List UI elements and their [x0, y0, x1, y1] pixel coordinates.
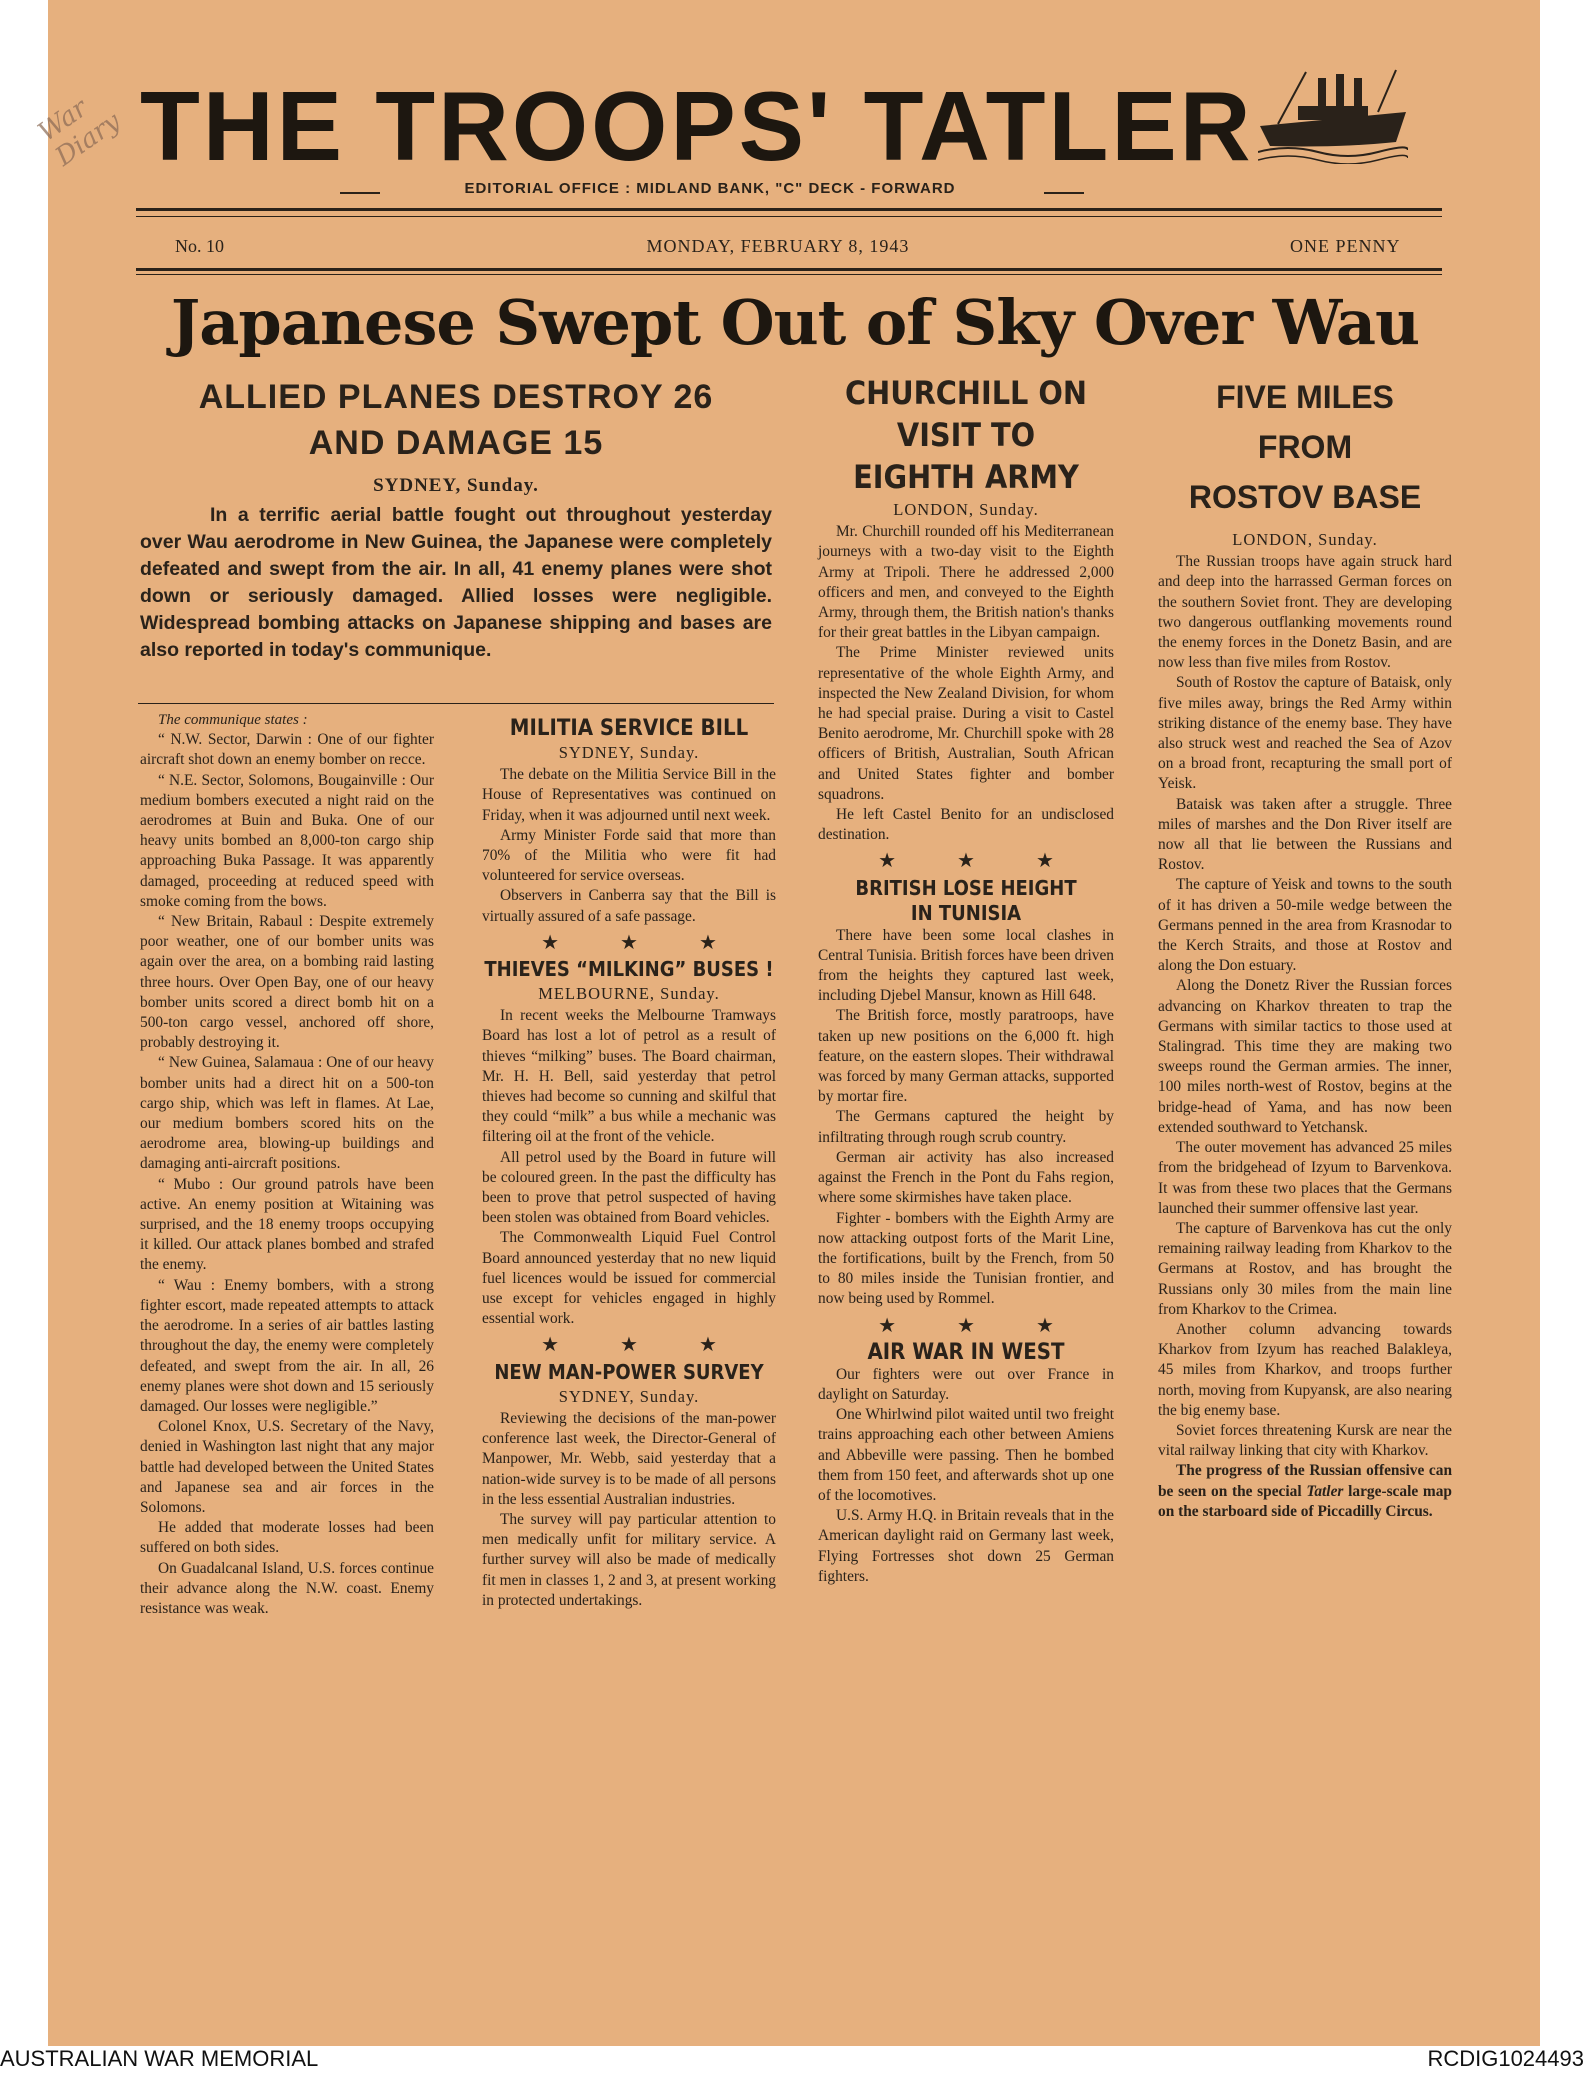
rostov-heading-2: FROM — [1257, 429, 1353, 465]
churchill-heading-3: EIGHTH ARMY — [853, 458, 1079, 496]
lead-dateline: SYDNEY, Sunday. — [373, 475, 539, 496]
rostov-para-1: The Russian troops have again struck hard and deep into the harrassed German forces on the southern Soviet front. They are developing two dangerous outflanking movements round the enemy forces in the Donetz Basin, and are now less than five miles from Rostov. — [1158, 553, 1452, 672]
churchill-para-1: Mr. Churchill rounded off his Mediterranean journeys with a two-day visit to the Eighth Army at Tripoli. There he addressed 2,000 officers and men, and conveyed to the Eighth Army, through them, the British nation's thanks for their great battles in the Libyan campaign. — [818, 523, 1114, 642]
masthead-rule-bottom-thin — [136, 274, 1442, 275]
lead-para-8: He added that moderate losses had been suffered on both sides. — [140, 1519, 434, 1557]
rostov-para-2: South of Rostov the capture of Bataisk, only five miles away, brings the Red Army within striking distance of the enemy base. They have also struck west and reached the Sea of Azov on a broad front, recapturing the small port of Yeisk. — [1158, 674, 1452, 793]
rostov-final-italic: Tatler — [1306, 1482, 1344, 1500]
issue-date: MONDAY, FEBRUARY 8, 1943 — [646, 236, 910, 256]
manpower-dateline: SYDNEY, Sunday. — [558, 1386, 700, 1406]
manpower-para-2: The survey will pay particular attention to men medically unfit for military service. A further survey will also be made of medically fit men in classes 1, 2 and 3, at present working in protected undertakings. — [482, 1510, 776, 1609]
thieves-para-2: All petrol used by the Board in future will be coloured green. In the past the difficulty has been to prove that petrol suspected of having been stolen was obtained from Board vehicles. — [482, 1148, 776, 1227]
tunisia-para-4: German air activity has also increased against the French in the Pont du Fahs region, where some skirmishes have taken place. — [818, 1148, 1114, 1207]
lead-para-1: “ N.W. Sector, Darwin : One of our fighter aircraft shot down an enemy bomber on recce. — [140, 731, 434, 769]
rostov-final-post: large-scale map on the starboard side of Piccadilly Circus. — [1158, 1482, 1452, 1520]
tunisia-para-1: There have been some local clashes in Central Tunisia. British forces have been driven from the heights they captured last week, including Djebel Mansur, known as Hill 648. — [818, 926, 1114, 1005]
rostov-heading-1: FIVE MILES — [1216, 379, 1394, 415]
airwar-heading: AIR WAR IN WEST — [867, 1339, 1065, 1365]
archive-caption-right: RCDIG1024493 — [1427, 2046, 1584, 2071]
rostov-para-3: Bataisk was taken after a struggle. Three miles of marshes and the Don River itself are now all that lie between the Russians and Rostov. — [1158, 795, 1452, 874]
stars-separator: ★ ★ ★ — [541, 1334, 745, 1357]
masthead-rule-thin — [136, 216, 1442, 217]
rostov-final-pre: The progress of the Russian offensive can be seen on the special — [1158, 1462, 1452, 1500]
communique-intro: The communique states : — [158, 712, 308, 728]
tunisia-heading-2: IN TUNISIA — [910, 900, 1022, 925]
lead-para-3: “ New Britain, Rabaul : Despite extremely poor weather, one of our bomber units was again over the area, on a bombing raid lasting three hours. Over Open Bay, one of our heavy bomber units scored a direct bomb hit on a 500-ton cargo vessel, anchored off shore, probably destroying it. — [140, 913, 434, 1052]
churchill-heading-2: VISIT TO — [896, 416, 1036, 454]
masthead-rule-top — [136, 208, 1442, 211]
lead-heading-1: ALLIED PLANES DESTROY 26 — [198, 378, 714, 416]
manpower-para-1: Reviewing the decisions of the man-power conference last week, the Director-General of Manpower, Mr. Webb, said yesterday that a nation-wide survey is to be made of all persons in the less essential Australian industries. — [482, 1409, 776, 1508]
thieves-para-3: The Commonwealth Liquid Fuel Control Board announced yesterday that no new liquid fuel licences would be issued for commercial use except for vehicles engaged in highly essential work. — [482, 1229, 776, 1328]
rostov-heading-3: ROSTOV BASE — [1188, 479, 1422, 515]
lead-para-6: “ Wau : Enemy bombers, with a strong fighter escort, made repeated attempts to attack the aerodrome. In a series of air battles lasting throughout the day, the enemy were completely defeated, and swept from the air. In all, 26 enemy planes were shot down and 15 seriously damaged. Our losses were negligible.” — [140, 1276, 434, 1415]
churchill-heading-1: CHURCHILL ON — [845, 374, 1087, 412]
churchill-para-2: The Prime Minister reviewed units representative of the whole Eighth Army, and inspected the New Zealand Division, for whom he had special praise. During a visit to Castel Benito aerodrome, Mr. Churchill spoke with 28 officers of British, Australian, South African and United States fighter and bomber squadrons. — [818, 644, 1114, 803]
rostov-para-4: The capture of Yeisk and towns to the south of it has driven a 50-mile wedge between the Germans penned in the area from Krasnodar to the Kerch Straits, and those at Rostov and along the Don estuary. — [1158, 876, 1452, 975]
pencil-annotation: War Diary — [32, 93, 127, 173]
lead-para-5: “ Mubo : Our ground patrols have been active. An enemy position at Witaining was surprised, and the 18 enemy troops occupying it killed. Our attack planes bombed and strafed the enemy. — [140, 1175, 434, 1274]
column-2 — [482, 716, 776, 1611]
lead-para-4: “ New Guinea, Salamaua : One of our heavy bomber units had a direct hit on a 500-ton cargo ship, which was left in flames. At Lae, our medium bombers scored hits on the aerodrome area, blowing-up buildings and damaging anti-aircraft positions. — [140, 1054, 434, 1173]
militia-heading: MILITIA SERVICE BILL — [509, 716, 749, 741]
masthead-title: THE TROOPS' TATLER — [140, 71, 1254, 181]
churchill-dateline: LONDON, Sunday. — [893, 500, 1039, 519]
archive-caption-left: AUSTRALIAN WAR MEMORIAL — [0, 2046, 319, 2071]
lead-separator — [138, 703, 774, 704]
lead-heading-2: AND DAMAGE 15 — [308, 424, 604, 462]
militia-para-3: Observers in Canberra say that the Bill is virtually assured of a safe passage. — [482, 887, 776, 925]
militia-para-1: The debate on the Militia Service Bill in the House of Representatives was continued on Friday, when it was adjourned until next week. — [482, 766, 776, 824]
rostov-para-5: Along the Donetz River the Russian forces advancing on Kharkov threaten to trap the Germans with similar tactics to those used at Stalingrad. This time they are making two sweeps round the German armies. The inner, 100 miles north-west of Rostov, begins at the bridge-head of Yama, and has now been extended southward to Yetchansk. — [1158, 977, 1452, 1136]
issue-number: No. 10 — [175, 236, 224, 256]
lead-paragraph — [140, 502, 772, 664]
rostov-para-6: The outer movement has advanced 25 miles from the bridgehead of Izyum to Barvenkova. It was from these two places that the Germans launched their summer offensive last year. — [1158, 1139, 1452, 1217]
rostov-final-para — [1158, 1461, 1452, 1522]
thieves-para-1: In recent weeks the Melbourne Tramways Board has lost a lot of petrol as a result of thieves “milking” buses. The Board chairman, Mr. H. H. Bell, said yesterday that petrol thieves had become so cunning and skilful that they could “milk” a bus while a mechanic was filtering oil at the front of the vehicle. — [482, 1007, 776, 1146]
churchill-para-3: He left Castel Benito for an undisclosed destination. — [818, 806, 1114, 844]
militia-para-2: Army Minister Forde said that more than 70% of the Militia who were fit had volunteered for service overseas. — [482, 826, 776, 885]
thieves-dateline: MELBOURNE, Sunday. — [538, 984, 720, 1004]
column-3 — [818, 372, 1114, 1587]
rostov-para-7: The capture of Barvenkova has cut the only remaining railway leading from Kharkov to the Germans at Rostov, and has brought the Russians only 30 miles from the main line from Kharkov to the Crimea. — [1158, 1219, 1452, 1318]
lead-para-2: “ N.E. Sector, Solomons, Bougainville : Our medium bombers executed a night raid on the aerodromes at Buin and Buka. One of our heavy units bombed an 8,000-ton cargo ship approaching Buka Passage. It was apparently damaged, proceeding at reduced speed with smoke coming from the bows. — [140, 771, 434, 910]
stars-separator: ★ ★ ★ — [878, 1314, 1082, 1337]
ship-icon — [1258, 64, 1408, 164]
manpower-heading: NEW MAN-POWER SURVEY — [494, 1359, 764, 1384]
airwar-para-2: One Whirlwind pilot waited until two freight trains approaching each other between Amiens and Abbeville were passing. Then he bombed them from 150 feet, and afterwards shot up one of the locomotives. — [818, 1406, 1114, 1504]
rostov-para-9: Soviet forces threatening Kursk are near the vital railway linking that city with Kharkov. — [1158, 1421, 1452, 1460]
tunisia-para-3: The Germans captured the height by infiltrating through rough scrub country. — [818, 1108, 1114, 1146]
stars-separator: ★ ★ ★ — [541, 931, 745, 954]
tunisia-para-5: Fighter - bombers with the Eighth Army are now attacking outpost forts of the Marit Line, the fortifications, built by the French, from 50 to 80 miles inside the Tunisian frontier, and now being used by Rommel. — [818, 1209, 1114, 1308]
editorial-rule-right — [1044, 192, 1084, 194]
stars-separator: ★ ★ ★ — [878, 850, 1082, 873]
militia-dateline: SYDNEY, Sunday. — [558, 743, 700, 762]
thieves-heading: THIEVES “MILKING” BUSES ! — [484, 957, 774, 982]
editorial-office: EDITORIAL OFFICE : MIDLAND BANK, "C" DECK - FORWARD — [464, 180, 956, 197]
tunisia-para-2: The British force, mostly paratroops, have taken up new positions on the 6,000 ft. high feature, on the eastern slopes. Their withdrawal was forced by many German attacks, supported by mortar fire. — [818, 1007, 1114, 1106]
column-1 — [140, 710, 434, 1619]
tunisia-heading-1: BRITISH LOSE HEIGHT — [855, 875, 1077, 900]
airwar-para-1: Our fighters were out over France in daylight on Saturday. — [818, 1365, 1114, 1403]
airwar-para-3: U.S. Army H.Q. in Britain reveals that in the American daylight raid on Germany last week, Flying Fortresses shot down 25 German fighters. — [818, 1507, 1114, 1585]
rostov-dateline: LONDON, Sunday. — [1232, 530, 1378, 549]
masthead-rule-bottom — [136, 268, 1442, 271]
lead-para-7: Colonel Knox, U.S. Secretary of the Navy, denied in Washington last night that any major battle had developed between the United States and Japanese sea and air forces in the Solomons. — [140, 1418, 434, 1516]
lead-text: In a terrific aerial battle fought out throughout yesterday over Wau aerodrome in New Guinea, the Japanese were completely defeated and swept from the air. In all, 41 enemy planes were shot down or seriously damaged. Allied losses were negligible. Widespread bombing attacks on Japanese shipping and bases are also reported in today's communique. — [140, 504, 772, 662]
lead-para-9: On Guadalcanal Island, U.S. forces continue their advance along the N.W. coast. Enemy resistance was weak. — [140, 1559, 434, 1617]
rostov-para-8: Another column advancing towards Kharkov from Izyum has reached Balakleya, 45 miles from Kharkov, and troops further north, moving from Kupyansk, are also nearing the big enemy base. — [1158, 1320, 1452, 1419]
column-4 — [1158, 372, 1452, 1522]
issue-price: ONE PENNY — [1290, 236, 1401, 256]
lead-story — [140, 374, 772, 664]
main-headline: Japanese Swept Out of Sky Over Wau — [170, 286, 1420, 359]
